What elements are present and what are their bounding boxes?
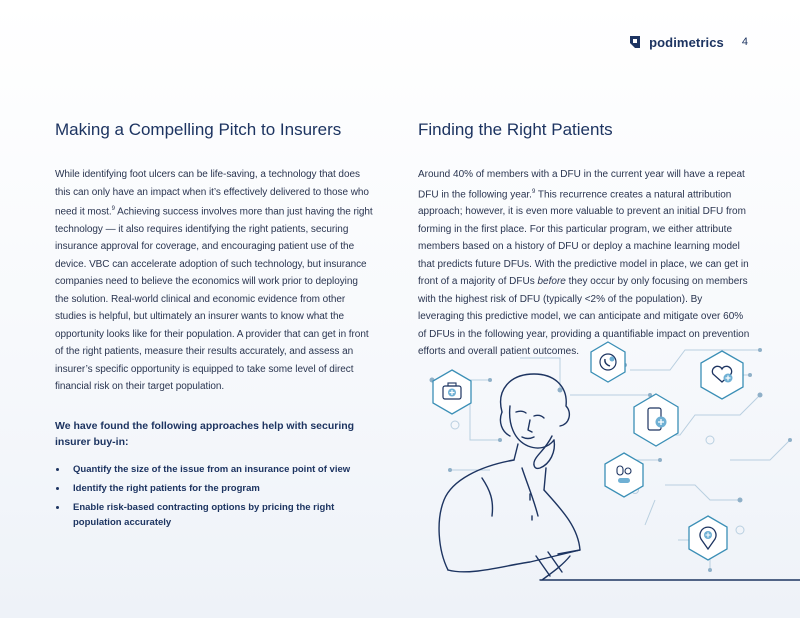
approach-item: Enable risk-based contracting options by pricing the right population accurately [55,500,373,530]
mobile-health-icon [634,394,678,446]
pitch-text-part2: Achieving success involves more than just having the right technology — it also requires identifying the right patients, securing insurance approval for coverage, and encouraging patient use of the device. VBC can accelerate adoption of such technology, but insurance companies need to believe the economics will work prior to deploying the solution. Real-world clinical and economic evidence from other studies is helpful, but ultimately an insurer wants to know what the opportunity looks like for their population. A provider that can get in front of the right patients, measure their results accurately, and assess an insurer’s specific opportunity is equipped to take some level of direct financial risk on their target population. [55,206,373,393]
network-rings [451,421,744,534]
patients-paragraph [418,166,750,361]
patients-text-part3: they occur by only focusing on members with the highest risk of DFU (typically <2% of the population). By leveraging this predictive model, we can anticipate and mitigate over 60% of DFUs in the following year, providing a quantifiable impact on prevention efforts and overall patient outcomes. [418,276,750,358]
footnote-ref: 9 [531,188,536,195]
location-plus-icon [689,516,727,560]
approaches-list [55,462,373,530]
heart-plus-icon [701,351,743,399]
patients-text-part1: Around 40% of members with a DFU in the current year will have a repeat DFU in the following year. [418,169,745,200]
brand-logo [627,34,724,50]
brand-name: podimetrics [649,34,724,50]
approach-item: Quantify the size of the issue from an insurance point of view [55,462,373,477]
patients-text-part2: This recurrence creates a natural attribution approach; however, it is even more valuable to prevent an initial DFU from forming in the first place. For this particular program, we either attribute members based on a history of DFU or deploy a machine learning model that predicts future DFUs. With the predictive model in place, we can get in front of a majority of DFUs [418,188,749,288]
section-title-patients: Finding the Right Patients [418,120,613,139]
approach-item: Identify the right patients for the program [55,481,373,496]
pitch-text-part1: While identifying foot ulcers can be life-saving, a technology that does this can only have an impact when it’s effectively delivered to those who need it most. [55,169,369,218]
page-number: 4 [741,36,748,48]
podimetrics-logo-icon [627,34,643,50]
page-header [627,34,748,50]
section-title-pitch: Making a Compelling Pitch to Insurers [55,120,342,139]
medical-kit-icon [433,370,471,414]
footnote-ref: 9 [111,206,115,212]
patient-illustration [410,340,800,618]
approaches-heading: We have found the following approaches help with securing insurer buy-in: [55,419,355,448]
left-column [55,120,373,534]
right-column [418,120,750,361]
emphasis-before: before [537,276,566,288]
pitch-paragraph [55,166,373,396]
heart-phone-icon [591,342,625,382]
